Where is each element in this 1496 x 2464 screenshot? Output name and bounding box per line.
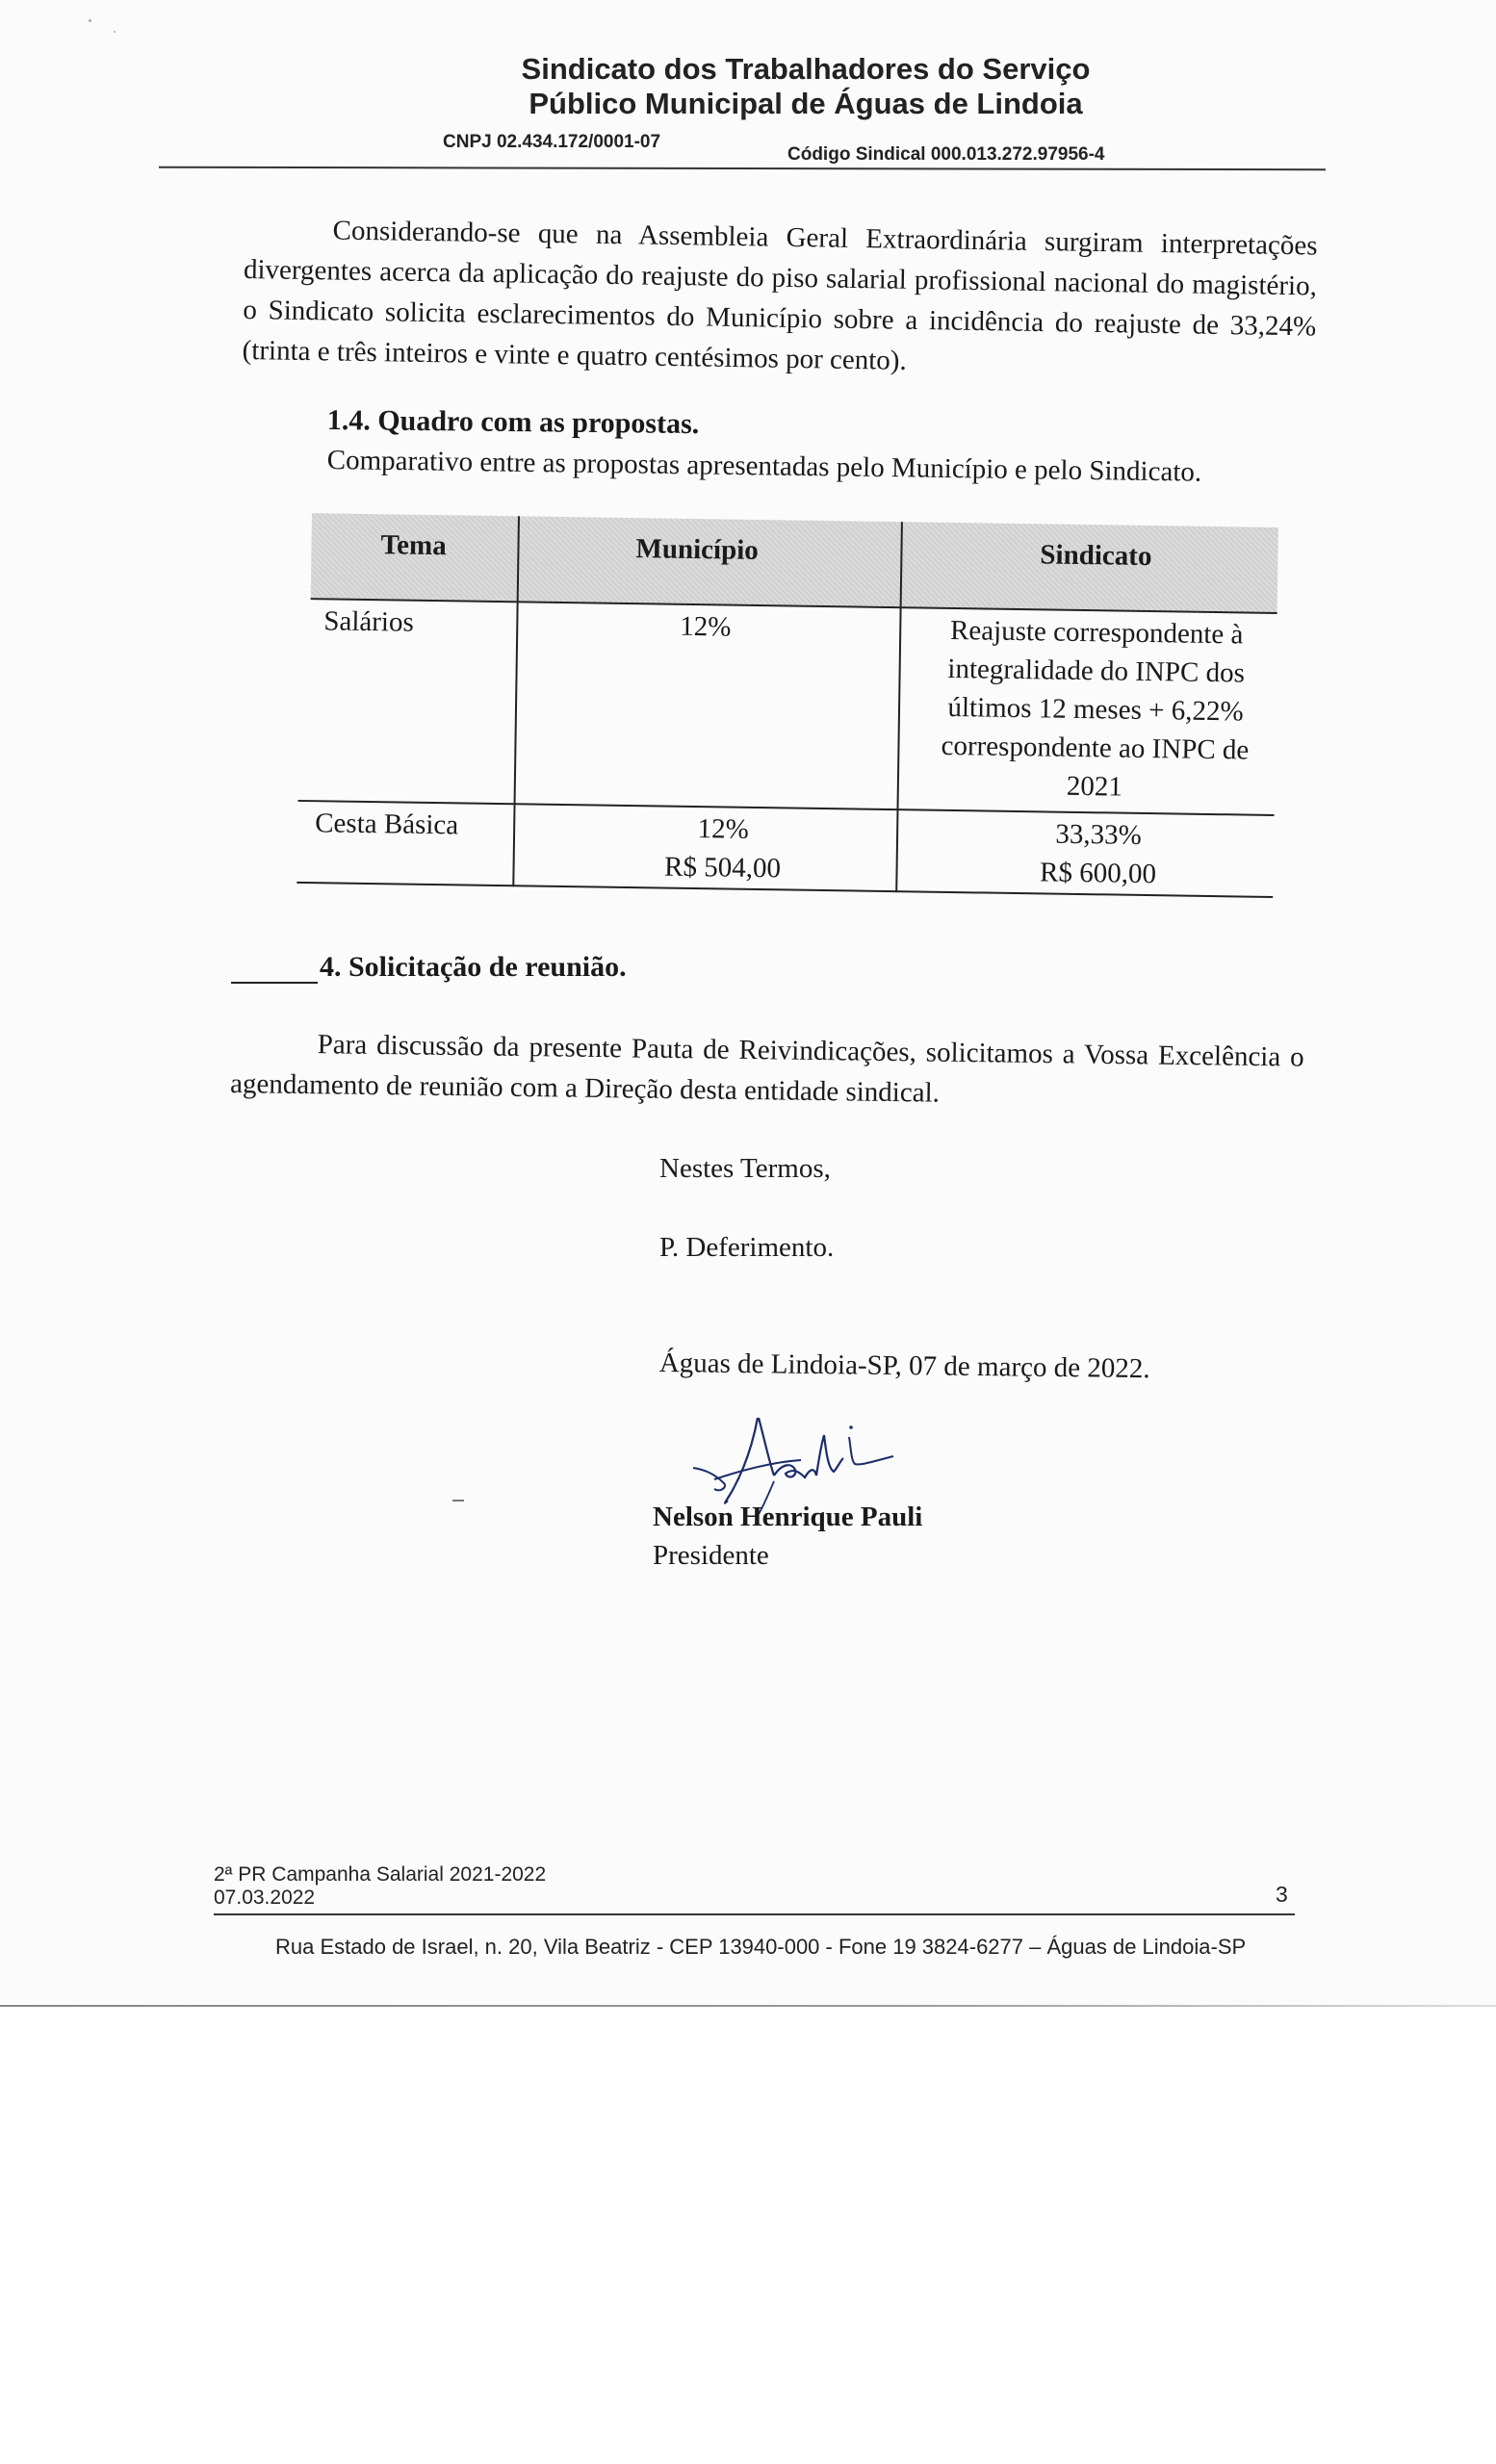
header-cnpj: CNPJ 02.434.172/0001-07 xyxy=(443,132,661,152)
table-cell-line: Reajuste correspondente à xyxy=(949,614,1244,651)
table-cell-line: correspondente ao INPC de xyxy=(941,730,1250,766)
table-header-municipio: Município xyxy=(635,533,760,567)
section-1-4-subtitle: Comparativo entre as propostas apresentadas pelo Município e pelo Sindicato. xyxy=(326,445,1202,488)
scan-speck xyxy=(114,31,116,33)
section-4-leading-rule xyxy=(231,982,318,984)
table-cell-line: integralidade do INPC dos xyxy=(947,653,1246,689)
paragraph-assembleia: Considerando-se que na Assembleia Geral Extraordinária surgiram interpretações divergentes acerca da aplicação do reajuste do piso salarial profissional nacional do magistério, o Sindicato solicita esclarecimentos do Município sobre a incidência do reajuste de 33,24% (trinta e três inteiros e vinte e quatro centésimos por cento). xyxy=(242,215,1318,376)
place-and-date: Águas de Lindoia-SP, 07 de março de 2022. xyxy=(658,1348,1150,1385)
footer-address: Rua Estado de Israel, n. 20, Vila Beatriz - CEP 13940-000 - Fone 19 3824-6277 – Águas de Lindoia-SP xyxy=(275,1935,1247,1959)
table-header-tema: Tema xyxy=(380,529,447,562)
table-cell-line: 33,33% xyxy=(1055,818,1143,851)
handwritten-signature xyxy=(685,1400,936,1516)
page-number: 3 xyxy=(1276,1882,1288,1907)
scan-page-edge xyxy=(0,2005,1496,2007)
section-1-4-title: 1.4. Quadro com as propostas. xyxy=(326,404,700,441)
closing-nestes-termos: Nestes Termos, xyxy=(659,1153,831,1184)
table-cell-sindicato-salarios xyxy=(936,611,1256,808)
stray-mark xyxy=(452,1500,464,1502)
table-cell-municipio-cesta xyxy=(626,808,819,888)
table-cell-sindicato-cesta xyxy=(972,813,1224,894)
table-header-sindicato: Sindicato xyxy=(1040,539,1152,573)
table-cell-line: 12% xyxy=(697,813,749,845)
table-cell-line: R$ 504,00 xyxy=(663,851,782,885)
header-title-line2: Público Municipal de Águas de Lindoia xyxy=(529,87,1083,120)
scan-blank-area xyxy=(0,2008,1496,2464)
closing-deferimento: P. Deferimento. xyxy=(659,1232,835,1263)
footer-divider xyxy=(214,1913,1295,1915)
footer-date: 07.03.2022 xyxy=(214,1886,316,1909)
signatory-role: Presidente xyxy=(653,1540,769,1571)
paragraph-reuniao: Para discussão da presente Pauta de Reivindicações, solicitamos a Vossa Excelência o agendamento de reunião com a Direção desta entidade sindical. xyxy=(229,1029,1304,1109)
table-cell-tema-cesta: Cesta Básica xyxy=(314,808,459,841)
table-cell-tema-salarios: Salários xyxy=(323,605,415,638)
scan-speck xyxy=(89,19,91,22)
table-cell-municipio-salarios: 12% xyxy=(680,610,732,643)
header-divider xyxy=(159,167,1326,171)
proposals-table xyxy=(298,513,1278,903)
signatory-name: Nelson Henrique Pauli xyxy=(653,1502,923,1532)
header-codigo-sindical: Código Sindical 000.013.272.97956-4 xyxy=(787,144,1105,165)
table-cell-line: 2021 xyxy=(1066,770,1123,803)
table-cell-line: últimos 12 meses + 6,22% xyxy=(947,691,1244,728)
header-title-line1: Sindicato dos Trabalhadores do Serviço xyxy=(521,52,1091,86)
table-cell-line: R$ 600,00 xyxy=(1039,857,1157,890)
footer-campaign: 2ª PR Campanha Salarial 2021-2022 xyxy=(214,1863,547,1886)
section-4-title: 4. Solicitação de reunião. xyxy=(320,951,627,983)
